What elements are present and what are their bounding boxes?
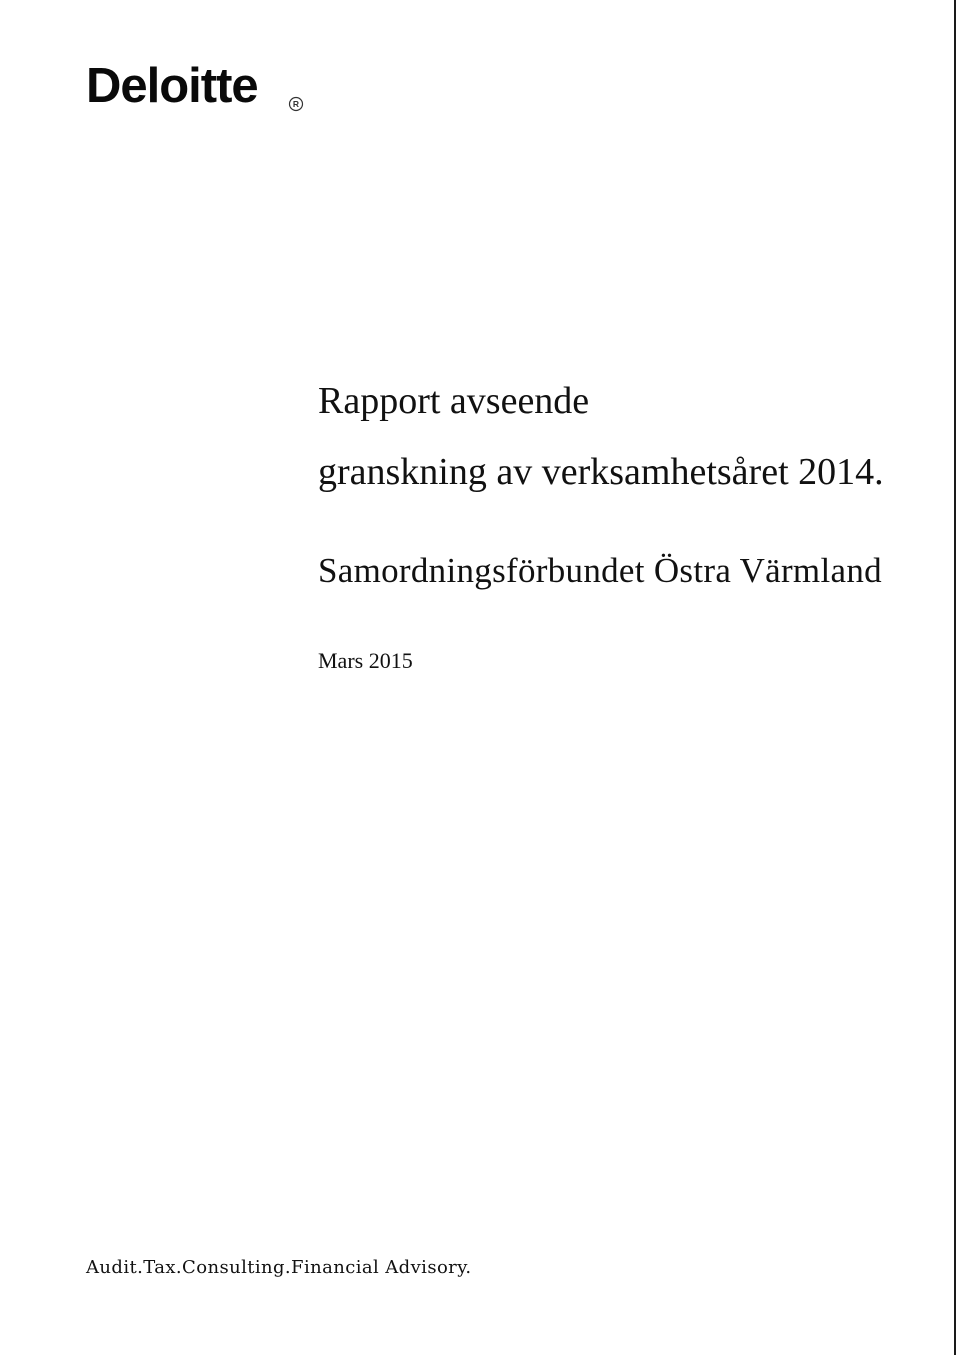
svg-text:R: R bbox=[292, 99, 300, 110]
registered-mark-icon bbox=[288, 96, 304, 112]
organization-name: Samordningsförbundet Östra Värmland bbox=[318, 551, 882, 590]
page-edge-line bbox=[954, 0, 956, 1355]
report-title-line-2: granskning av verksamhetsåret 2014. bbox=[318, 451, 884, 493]
report-title-line-1: Rapport avseende bbox=[318, 380, 590, 422]
deloitte-logo: Deloitte bbox=[86, 59, 258, 113]
report-date: Mars 2015 bbox=[318, 648, 413, 673]
footer-services-tagline: Audit.Tax.Consulting.Financial Advisory. bbox=[86, 1257, 472, 1278]
